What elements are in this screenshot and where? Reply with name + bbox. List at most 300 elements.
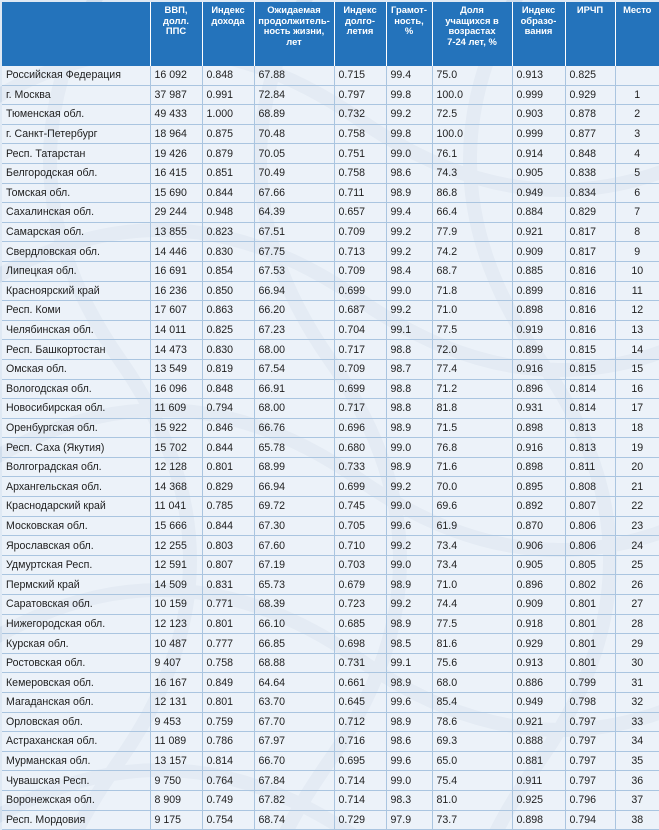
- header-literacy: Грамот- ность, %: [386, 2, 432, 66]
- cell-literacy: 99.2: [386, 105, 432, 125]
- table-row: [2, 732, 659, 752]
- cell-hdi: 0.797: [565, 771, 615, 791]
- cell-students-share: 74.2: [432, 242, 512, 262]
- table-row: [2, 359, 659, 379]
- cell-students-share: 68.0: [432, 673, 512, 693]
- cell-income-index: 0.849: [202, 673, 254, 693]
- cell-students-share: 77.5: [432, 614, 512, 634]
- table-row: [2, 477, 659, 497]
- cell-region: г. Санкт-Петербург: [2, 124, 150, 144]
- cell-hdi: 0.801: [565, 614, 615, 634]
- cell-hdi: 0.817: [565, 242, 615, 262]
- cell-hdi: 0.811: [565, 457, 615, 477]
- cell-rank: 10: [615, 261, 659, 281]
- table-row: [2, 673, 659, 693]
- cell-region: Воронежская обл.: [2, 790, 150, 810]
- cell-longevity-index: 0.797: [334, 85, 386, 105]
- cell-region: Респ. Саха (Якутия): [2, 438, 150, 458]
- table-row: [2, 66, 659, 85]
- cell-literacy: 99.0: [386, 438, 432, 458]
- cell-rank: 8: [615, 222, 659, 242]
- cell-students-share: 75.6: [432, 653, 512, 673]
- table-row: [2, 595, 659, 615]
- cell-gdp: 13 855: [150, 222, 202, 242]
- table-row: [2, 222, 659, 242]
- cell-students-share: 85.4: [432, 693, 512, 713]
- cell-life-expectancy: 70.48: [254, 124, 334, 144]
- cell-literacy: 98.9: [386, 673, 432, 693]
- cell-longevity-index: 0.758: [334, 124, 386, 144]
- cell-life-expectancy: 66.10: [254, 614, 334, 634]
- cell-longevity-index: 0.680: [334, 438, 386, 458]
- cell-longevity-index: 0.723: [334, 595, 386, 615]
- cell-education-index: 0.896: [512, 575, 565, 595]
- cell-literacy: 98.6: [386, 732, 432, 752]
- cell-life-expectancy: 67.97: [254, 732, 334, 752]
- cell-income-index: 0.854: [202, 261, 254, 281]
- cell-hdi: 0.815: [565, 359, 615, 379]
- cell-literacy: 99.6: [386, 693, 432, 713]
- cell-region: Красноярский край: [2, 281, 150, 301]
- cell-gdp: 9 407: [150, 653, 202, 673]
- cell-literacy: 99.0: [386, 497, 432, 517]
- cell-gdp: 15 690: [150, 183, 202, 203]
- cell-life-expectancy: 67.82: [254, 790, 334, 810]
- cell-students-share: 76.1: [432, 144, 512, 164]
- cell-rank: 5: [615, 163, 659, 183]
- cell-income-index: 0.830: [202, 242, 254, 262]
- cell-literacy: 99.2: [386, 301, 432, 321]
- cell-region: Новосибирская обл.: [2, 399, 150, 419]
- cell-students-share: 76.8: [432, 438, 512, 458]
- cell-students-share: 72.0: [432, 340, 512, 360]
- cell-income-index: 0.879: [202, 144, 254, 164]
- cell-education-index: 0.909: [512, 595, 565, 615]
- cell-income-index: 0.948: [202, 203, 254, 223]
- cell-income-index: 0.848: [202, 379, 254, 399]
- cell-longevity-index: 0.710: [334, 536, 386, 556]
- cell-longevity-index: 0.729: [334, 810, 386, 830]
- cell-education-index: 0.895: [512, 477, 565, 497]
- cell-hdi: 0.815: [565, 340, 615, 360]
- cell-hdi: 0.798: [565, 693, 615, 713]
- cell-literacy: 98.9: [386, 712, 432, 732]
- cell-education-index: 0.899: [512, 281, 565, 301]
- cell-literacy: 98.8: [386, 340, 432, 360]
- table-row: [2, 771, 659, 791]
- cell-hdi: 0.805: [565, 555, 615, 575]
- cell-income-index: 0.846: [202, 418, 254, 438]
- cell-region: Омская обл.: [2, 359, 150, 379]
- cell-gdp: 11 609: [150, 399, 202, 419]
- cell-region: Вологодская обл.: [2, 379, 150, 399]
- cell-life-expectancy: 66.94: [254, 477, 334, 497]
- cell-gdp: 9 175: [150, 810, 202, 830]
- cell-literacy: 99.8: [386, 85, 432, 105]
- cell-longevity-index: 0.699: [334, 379, 386, 399]
- cell-gdp: 8 909: [150, 790, 202, 810]
- cell-literacy: 99.8: [386, 124, 432, 144]
- cell-literacy: 99.0: [386, 771, 432, 791]
- cell-rank: 26: [615, 575, 659, 595]
- cell-region: Белгородская обл.: [2, 163, 150, 183]
- table-row: [2, 242, 659, 262]
- cell-income-index: 0.848: [202, 66, 254, 85]
- cell-life-expectancy: 67.75: [254, 242, 334, 262]
- cell-life-expectancy: 67.23: [254, 320, 334, 340]
- cell-income-index: 0.759: [202, 712, 254, 732]
- cell-longevity-index: 0.709: [334, 359, 386, 379]
- cell-education-index: 0.909: [512, 242, 565, 262]
- cell-students-share: 68.7: [432, 261, 512, 281]
- header-rank: Место: [615, 2, 659, 66]
- cell-region: Свердловская обл.: [2, 242, 150, 262]
- cell-education-index: 0.898: [512, 418, 565, 438]
- cell-education-index: 0.906: [512, 536, 565, 556]
- cell-rank: 33: [615, 712, 659, 732]
- table-row: [2, 163, 659, 183]
- cell-education-index: 0.886: [512, 673, 565, 693]
- cell-life-expectancy: 69.72: [254, 497, 334, 517]
- cell-longevity-index: 0.731: [334, 653, 386, 673]
- cell-gdp: 16 092: [150, 66, 202, 85]
- cell-rank: 21: [615, 477, 659, 497]
- cell-hdi: 0.825: [565, 66, 615, 85]
- cell-education-index: 0.905: [512, 555, 565, 575]
- table-row: [2, 340, 659, 360]
- cell-literacy: 99.1: [386, 320, 432, 340]
- cell-students-share: 100.0: [432, 85, 512, 105]
- cell-life-expectancy: 68.99: [254, 457, 334, 477]
- cell-literacy: 99.6: [386, 751, 432, 771]
- cell-rank: 15: [615, 359, 659, 379]
- cell-region: Нижегородская обл.: [2, 614, 150, 634]
- cell-income-index: 0.785: [202, 497, 254, 517]
- cell-longevity-index: 0.709: [334, 261, 386, 281]
- table-row: [2, 399, 659, 419]
- cell-gdp: 12 128: [150, 457, 202, 477]
- cell-longevity-index: 0.711: [334, 183, 386, 203]
- cell-students-share: 69.3: [432, 732, 512, 752]
- cell-life-expectancy: 67.88: [254, 66, 334, 85]
- cell-rank: 19: [615, 438, 659, 458]
- cell-literacy: 99.4: [386, 203, 432, 223]
- cell-income-index: 0.771: [202, 595, 254, 615]
- cell-gdp: 16 691: [150, 261, 202, 281]
- cell-rank: 1: [615, 85, 659, 105]
- table-row: [2, 320, 659, 340]
- cell-region: Сахалинская обл.: [2, 203, 150, 223]
- cell-hdi: 0.801: [565, 653, 615, 673]
- cell-education-index: 0.916: [512, 359, 565, 379]
- cell-education-index: 0.905: [512, 163, 565, 183]
- cell-life-expectancy: 67.19: [254, 555, 334, 575]
- cell-hdi: 0.801: [565, 634, 615, 654]
- cell-gdp: 17 607: [150, 301, 202, 321]
- cell-literacy: 98.5: [386, 634, 432, 654]
- cell-region: Ростовская обл.: [2, 653, 150, 673]
- cell-income-index: 0.801: [202, 457, 254, 477]
- header-students-share: Доля учащихся в возрастах 7-24 лет, %: [432, 2, 512, 66]
- cell-hdi: 0.813: [565, 418, 615, 438]
- cell-longevity-index: 0.758: [334, 163, 386, 183]
- header-life-expectancy: Ожидаемая продолжитель- ность жизни, лет: [254, 2, 334, 66]
- cell-rank: 2: [615, 105, 659, 125]
- cell-hdi: 0.797: [565, 712, 615, 732]
- cell-hdi: 0.817: [565, 222, 615, 242]
- cell-literacy: 98.8: [386, 379, 432, 399]
- cell-students-share: 73.4: [432, 536, 512, 556]
- cell-gdp: 12 123: [150, 614, 202, 634]
- cell-longevity-index: 0.745: [334, 497, 386, 517]
- cell-literacy: 98.8: [386, 399, 432, 419]
- cell-income-index: 0.801: [202, 693, 254, 713]
- cell-gdp: 14 011: [150, 320, 202, 340]
- cell-education-index: 0.898: [512, 301, 565, 321]
- cell-life-expectancy: 66.85: [254, 634, 334, 654]
- table-row: [2, 105, 659, 125]
- table-body: [2, 66, 659, 830]
- cell-literacy: 98.9: [386, 418, 432, 438]
- cell-longevity-index: 0.717: [334, 340, 386, 360]
- cell-life-expectancy: 68.89: [254, 105, 334, 125]
- cell-longevity-index: 0.712: [334, 712, 386, 732]
- cell-literacy: 99.0: [386, 144, 432, 164]
- cell-gdp: 16 236: [150, 281, 202, 301]
- cell-longevity-index: 0.713: [334, 242, 386, 262]
- cell-literacy: 98.7: [386, 359, 432, 379]
- cell-gdp: 16 415: [150, 163, 202, 183]
- cell-income-index: 0.831: [202, 575, 254, 595]
- cell-income-index: 0.844: [202, 438, 254, 458]
- cell-education-index: 0.921: [512, 712, 565, 732]
- cell-longevity-index: 0.732: [334, 105, 386, 125]
- cell-gdp: 13 549: [150, 359, 202, 379]
- table-row: [2, 712, 659, 732]
- cell-students-share: 71.6: [432, 457, 512, 477]
- cell-education-index: 0.999: [512, 124, 565, 144]
- cell-region: Кемеровская обл.: [2, 673, 150, 693]
- table-row: [2, 790, 659, 810]
- cell-region: Орловская обл.: [2, 712, 150, 732]
- cell-region: Волгоградская обл.: [2, 457, 150, 477]
- cell-education-index: 0.884: [512, 203, 565, 223]
- cell-rank: 9: [615, 242, 659, 262]
- cell-longevity-index: 0.716: [334, 732, 386, 752]
- cell-rank: 18: [615, 418, 659, 438]
- cell-education-index: 0.911: [512, 771, 565, 791]
- cell-region: Мурманская обл.: [2, 751, 150, 771]
- cell-education-index: 0.870: [512, 516, 565, 536]
- cell-education-index: 0.881: [512, 751, 565, 771]
- cell-longevity-index: 0.645: [334, 693, 386, 713]
- cell-students-share: 81.8: [432, 399, 512, 419]
- cell-income-index: 0.814: [202, 751, 254, 771]
- cell-rank: 16: [615, 379, 659, 399]
- cell-life-expectancy: 67.30: [254, 516, 334, 536]
- table-row: [2, 810, 659, 830]
- cell-rank: 32: [615, 693, 659, 713]
- cell-rank: 7: [615, 203, 659, 223]
- header-hdi: ИРЧП: [565, 2, 615, 66]
- cell-income-index: 0.807: [202, 555, 254, 575]
- table-row: [2, 614, 659, 634]
- table-row: [2, 751, 659, 771]
- cell-gdp: 15 666: [150, 516, 202, 536]
- cell-students-share: 86.8: [432, 183, 512, 203]
- cell-life-expectancy: 64.64: [254, 673, 334, 693]
- cell-gdp: 9 453: [150, 712, 202, 732]
- cell-rank: 25: [615, 555, 659, 575]
- cell-education-index: 0.885: [512, 261, 565, 281]
- cell-education-index: 0.892: [512, 497, 565, 517]
- cell-hdi: 0.829: [565, 203, 615, 223]
- cell-literacy: 99.0: [386, 281, 432, 301]
- cell-income-index: 0.749: [202, 790, 254, 810]
- cell-rank: 27: [615, 595, 659, 615]
- cell-hdi: 0.838: [565, 163, 615, 183]
- cell-students-share: 100.0: [432, 124, 512, 144]
- cell-gdp: 12 255: [150, 536, 202, 556]
- cell-hdi: 0.848: [565, 144, 615, 164]
- cell-gdp: 37 987: [150, 85, 202, 105]
- table-row: [2, 124, 659, 144]
- cell-literacy: 98.3: [386, 790, 432, 810]
- cell-rank: 13: [615, 320, 659, 340]
- cell-rank: 14: [615, 340, 659, 360]
- cell-life-expectancy: 68.39: [254, 595, 334, 615]
- cell-region: Саратовская обл.: [2, 595, 150, 615]
- cell-income-index: 0.794: [202, 399, 254, 419]
- cell-literacy: 98.9: [386, 614, 432, 634]
- cell-rank: 12: [615, 301, 659, 321]
- cell-education-index: 0.896: [512, 379, 565, 399]
- cell-income-index: 0.777: [202, 634, 254, 654]
- cell-income-index: 0.863: [202, 301, 254, 321]
- cell-hdi: 0.929: [565, 85, 615, 105]
- cell-students-share: 70.0: [432, 477, 512, 497]
- cell-life-expectancy: 72.84: [254, 85, 334, 105]
- cell-income-index: 0.830: [202, 340, 254, 360]
- cell-rank: 11: [615, 281, 659, 301]
- cell-life-expectancy: 63.70: [254, 693, 334, 713]
- cell-life-expectancy: 70.49: [254, 163, 334, 183]
- cell-education-index: 0.898: [512, 810, 565, 830]
- cell-gdp: 10 487: [150, 634, 202, 654]
- cell-income-index: 0.991: [202, 85, 254, 105]
- cell-hdi: 0.813: [565, 438, 615, 458]
- cell-rank: 23: [615, 516, 659, 536]
- cell-students-share: 66.4: [432, 203, 512, 223]
- cell-income-index: 0.764: [202, 771, 254, 791]
- cell-hdi: 0.834: [565, 183, 615, 203]
- cell-gdp: 14 509: [150, 575, 202, 595]
- table-row: [2, 575, 659, 595]
- cell-life-expectancy: 67.60: [254, 536, 334, 556]
- table-row: [2, 183, 659, 203]
- cell-life-expectancy: 68.00: [254, 340, 334, 360]
- cell-region: Респ. Коми: [2, 301, 150, 321]
- cell-students-share: 75.4: [432, 771, 512, 791]
- cell-rank: 34: [615, 732, 659, 752]
- cell-rank: 4: [615, 144, 659, 164]
- cell-region: Курская обл.: [2, 634, 150, 654]
- cell-region: Астраханская обл.: [2, 732, 150, 752]
- cell-hdi: 0.816: [565, 301, 615, 321]
- cell-gdp: 13 157: [150, 751, 202, 771]
- cell-life-expectancy: 67.70: [254, 712, 334, 732]
- cell-income-index: 0.844: [202, 516, 254, 536]
- cell-students-share: 72.5: [432, 105, 512, 125]
- cell-education-index: 0.913: [512, 653, 565, 673]
- cell-region: г. Москва: [2, 85, 150, 105]
- cell-students-share: 61.9: [432, 516, 512, 536]
- cell-literacy: 99.2: [386, 595, 432, 615]
- cell-education-index: 0.929: [512, 634, 565, 654]
- cell-life-expectancy: 67.53: [254, 261, 334, 281]
- cell-literacy: 99.2: [386, 536, 432, 556]
- cell-rank: 24: [615, 536, 659, 556]
- cell-gdp: 12 131: [150, 693, 202, 713]
- cell-longevity-index: 0.695: [334, 751, 386, 771]
- cell-region: Пермский край: [2, 575, 150, 595]
- cell-longevity-index: 0.709: [334, 222, 386, 242]
- cell-longevity-index: 0.685: [334, 614, 386, 634]
- cell-literacy: 98.4: [386, 261, 432, 281]
- cell-region: Респ. Татарстан: [2, 144, 150, 164]
- cell-literacy: 99.1: [386, 653, 432, 673]
- cell-students-share: 74.3: [432, 163, 512, 183]
- cell-rank: 20: [615, 457, 659, 477]
- cell-income-index: 0.758: [202, 653, 254, 673]
- cell-income-index: 0.844: [202, 183, 254, 203]
- cell-rank: [615, 66, 659, 85]
- cell-income-index: 0.823: [202, 222, 254, 242]
- cell-life-expectancy: 66.76: [254, 418, 334, 438]
- table-row: [2, 281, 659, 301]
- cell-education-index: 0.925: [512, 790, 565, 810]
- table-row: [2, 457, 659, 477]
- cell-longevity-index: 0.698: [334, 634, 386, 654]
- cell-income-index: 0.819: [202, 359, 254, 379]
- cell-hdi: 0.816: [565, 261, 615, 281]
- cell-rank: 17: [615, 399, 659, 419]
- cell-students-share: 71.5: [432, 418, 512, 438]
- cell-longevity-index: 0.705: [334, 516, 386, 536]
- cell-region: Ярославская обл.: [2, 536, 150, 556]
- cell-literacy: 98.9: [386, 575, 432, 595]
- cell-longevity-index: 0.679: [334, 575, 386, 595]
- cell-life-expectancy: 67.66: [254, 183, 334, 203]
- cell-region: Удмуртская Респ.: [2, 555, 150, 575]
- cell-income-index: 0.825: [202, 320, 254, 340]
- cell-students-share: 71.2: [432, 379, 512, 399]
- cell-gdp: 10 159: [150, 595, 202, 615]
- cell-longevity-index: 0.733: [334, 457, 386, 477]
- cell-students-share: 77.9: [432, 222, 512, 242]
- cell-life-expectancy: 64.39: [254, 203, 334, 223]
- cell-literacy: 99.0: [386, 555, 432, 575]
- cell-hdi: 0.877: [565, 124, 615, 144]
- cell-education-index: 0.918: [512, 614, 565, 634]
- cell-rank: 28: [615, 614, 659, 634]
- cell-students-share: 71.0: [432, 575, 512, 595]
- cell-education-index: 0.949: [512, 693, 565, 713]
- cell-hdi: 0.806: [565, 516, 615, 536]
- cell-hdi: 0.797: [565, 751, 615, 771]
- cell-life-expectancy: 68.88: [254, 653, 334, 673]
- cell-rank: 31: [615, 673, 659, 693]
